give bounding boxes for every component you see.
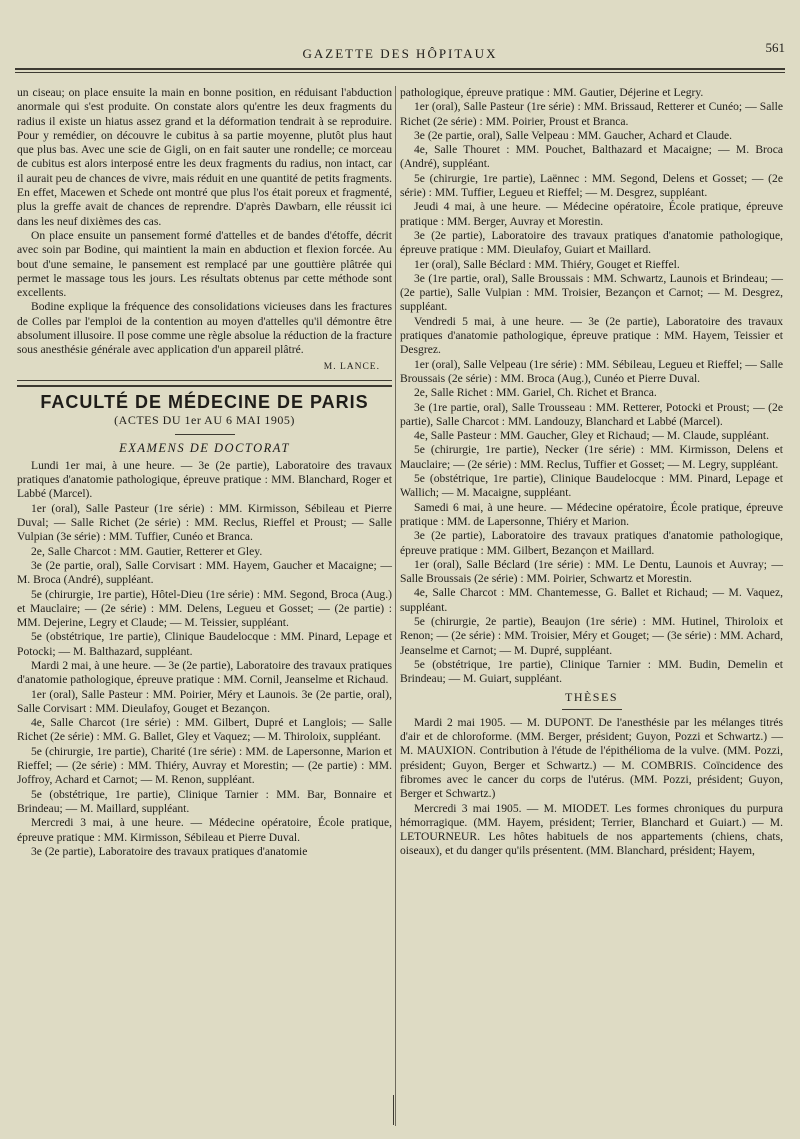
page-header <box>15 40 785 80</box>
exam-entry: 4e, Salle Pasteur : MM. Gaucher, Gley et Richaud; — M. Claude, suppléant. <box>414 429 770 443</box>
exam-entry: 5e (chirurgie, 1re partie), Hôtel-Dieu (1re série) : MM. Segond, Broca (Aug.) et Mauclaire; — (2e série) : MM. Delens, Legueu et Gosset; — (2e partie) : MM. Dejerine, Legry et Claude; — M. Teissier, suppléant. <box>17 587 392 630</box>
exam-entry: 4e, Salle Charcot (1re série) : MM. Gilbert, Dupré et Langlois; — Salle Richet (2e série) : MM. G. Ballet, Gley et Vaquez; — M. Thiroloix, suppléant. <box>17 716 392 744</box>
section-subheading: (ACTES DU 1er AU 6 MAI 1905) <box>114 413 295 428</box>
exam-entry: 1er (oral), Salle Pasteur (1re série) : MM. Brissaud, Retterer et Cunéo; — Salle Richet (2e série) : MM. Poirier, Proust et Branca. <box>400 100 783 128</box>
exam-entry: 3e (2e partie, oral), Salle Corvisart : MM. Hayem, Gaucher et Macaigne; — M. Broca (André), suppléant. <box>17 558 392 587</box>
exam-entry: Mardi 2 mai, à une heure. — 3e (2e partie), Laboratoire des travaux pratiques d'anatomie pathologique, épreuve pratique : MM. Cornil, Jeanselme et Richaud. <box>17 658 392 687</box>
exam-entry: 4e, Salle Thouret : MM. Pouchet, Balthazard et Macaigne; — M. Broca (André), suppléant. <box>400 143 783 171</box>
exam-entry: 3e (1re partie, oral), Salle Trousseau : MM. Retterer, Potocki et Proust; — (2e partie), Salle Charcot : MM. Landouzy, Blanchard et Labbé (Marcel). <box>400 400 783 428</box>
exam-entry: 3e (2e partie), Laboratoire des travaux pratiques d'anatomie pathologique, épreuve pratique : MM. Gilbert, Bezançon et Maillard. <box>400 529 783 557</box>
exam-entry: 5e (chirurgie, 1re partie), Necker (1re série) : MM. Kirmisson, Delens et Mauclaire; — (2e série) : MM. Reclus, Tuffier et Gosset; — M. Legry, suppléant. <box>400 443 783 471</box>
short-divider <box>562 709 622 710</box>
exam-entry: Mercredi 3 mai, à une heure. — Médecine opératoire, École pratique, épreuve pratique : MM. Kirmisson, Sébileau et Pierre Duval. <box>17 816 392 844</box>
exam-entry: Vendredi 5 mai, à une heure. — 3e (2e partie), Laboratoire des travaux pratiques d'anatomie pathologique, épreuve pratique : MM. Hayem, Teissier et Desgrez. <box>400 314 783 357</box>
article-paragraph: un ciseau; on place ensuite la main en bonne position, en réduisant l'abduction anormale qui s'est produite. On constate alors qu'entre les deux fragments du radius il existe un hiatus assez grand et la déformation tendrait à se reproduire. Pour y remédier, on découvre le cubitus à sa partie moyenne, plutôt plus haut que plus bas. Avec une scie de Gigli, on en fait sauter une rondelle; ce morceau de cubitus est alors interposé entre les deux fragments du radius, non intact, car il aurait peu de chances de vivre, mais réduit en une quantité de petits fragments. En effet, Macewen et Schede ont montré que plus l'os était poreux et fragmenté, plus la greffe avait de chances de reprendre. D'après Dawbarn, elle réussit ici dans les neuf dixièmes des cas. <box>17 86 392 228</box>
exam-entry: 1er (oral), Salle Pasteur : MM. Poirier, Méry et Launois. 3e (2e partie, oral), Salle Corvisart : MM. Dieulafoy, Gouget et Bezançon. <box>17 687 392 715</box>
header-rule-thin <box>15 72 785 73</box>
theses-heading: THÈSES <box>564 690 618 705</box>
margin-bracket <box>393 1095 400 1125</box>
thesis-entry: Mardi 2 mai 1905. — M. DUPONT. De l'anesthésie par les mélanges titrés d'air et de chloroforme. (MM. Berger, président; Guyon, Pozzi et Schwartz.) — M. MAUXION. Contribution à l'étude de l'épithélioma de la vulve. (MM. Pozzi, président; Guyon, Berger et Schwartz.) — M. COMBRIS. Coïncidence des fibromes avec le cancer du corps de l'utérus. (MM. Pozzi, président; Guyon, Berger et Schwartz.) <box>400 715 783 801</box>
exam-entry: Samedi 6 mai, à une heure. — Médecine opératoire, École pratique, épreuve pratique : MM. de Lapersonne, Thiéry et Marion. <box>400 500 783 528</box>
author-signature: M. LANCE. <box>323 361 380 372</box>
section-divider <box>17 380 392 381</box>
exam-entry: 3e (2e partie, oral), Salle Velpeau : MM. Gaucher, Achard et Claude. <box>414 128 733 142</box>
exam-entry: 3e (2e partie), Laboratoire des travaux pratiques d'anatomie pathologique, épreuve pratique : MM. Dieulafoy, Guiart et Maillard. <box>400 228 783 257</box>
exam-entry: 5e (chirurgie, 2e partie), Beaujon (1re série) : MM. Hutinel, Thiroloix et Renon; — (2e série) : MM. Troisier, Méry et Gouget; — (3e série) : MM. Achard, Jeanselme et Carnot; — M. Dupré, suppléant. <box>400 614 783 657</box>
left-column <box>17 86 392 859</box>
running-title: GAZETTE DES HÔPITAUX <box>302 46 498 61</box>
exam-entry: 5e (obstétrique, 1re partie), Clinique Tarnier : MM. Bar, Bonnaire et Brindeau; — M. Maillard, suppléant. <box>17 787 392 815</box>
exam-entry: pathologique, épreuve pratique : MM. Gautier, Déjerine et Legry. <box>400 86 704 99</box>
exam-entry: 5e (obstétrique, 1re partie), Clinique Tarnier : MM. Budin, Demelin et Brindeau; — M. Guiart, suppléant. <box>400 657 783 686</box>
exam-entry: 1er (oral), Salle Velpeau (1re série) : MM. Sébileau, Legueu et Rieffel; — Salle Broussais (2e série) : MM. Broca (Aug.), Cunéo et Pierre Duval. <box>400 357 783 385</box>
exam-entry: 5e (chirurgie, 1re partie), Laënnec : MM. Segond, Delens et Gosset; — (2e série) : MM. Tuffier, Legueu et Rieffel; — M. Desgrez, suppléant. <box>400 171 783 200</box>
exam-entry: 1er (oral), Salle Béclard (1re série) : MM. Le Dentu, Launois et Auvray; — Salle Broussais (2e série) : MM. Poirier, Schwartz et Morestin. <box>400 557 783 586</box>
exam-entry: Lundi 1er mai, à une heure. — 3e (2e partie), Laboratoire des travaux pratiques d'anatomie pathologique, épreuve pratique : MM. Blanchard, Roger et Labbé (Marcel). <box>17 458 392 501</box>
column-divider <box>395 86 396 1126</box>
page-number: 561 <box>765 40 785 55</box>
section-divider <box>17 385 392 387</box>
section-heading: FACULTÉ DE MÉDECINE DE PARIS <box>40 391 369 412</box>
exam-entry: 5e (obstétrique, 1re partie), Clinique Baudelocque : MM. Pinard, Lepage et Potocki; — M. Balthazard, suppléant. <box>17 630 392 658</box>
exam-entry: 1er (oral), Salle Pasteur (1re série) : MM. Kirmisson, Sébileau et Pierre Duval; — Salle Richet (2e série) : MM. Reclus, Rieffel et Proust; — Salle Vulpian (3e série) : MM. Tuffier, Cunéo et Branca. <box>17 501 392 544</box>
header-rule <box>15 68 785 70</box>
exam-entry: Jeudi 4 mai, à une heure. — Médecine opératoire, École pratique, épreuve pratique : MM. Berger, Auvray et Morestin. <box>400 200 783 228</box>
exam-entry: 5e (chirurgie, 1re partie), Charité (1re série) : MM. de Lapersonne, Marion et Rieffel; — (2e série) : MM. Thiéry, Auvray et Morestin; — (2e partie) : MM. Joffroy, Achard et Carnot; — M. Renon, suppléant. <box>17 744 392 787</box>
article-paragraph: On place ensuite un pansement formé d'attelles et de bandes d'étoffe, décrit avec soin par Bodine, qui maintient la main en abduction et flexion forcée. Au bout d'une semaine, le pansement est remplacé par une gouttière plâtrée qui permet le massage tous les jours. Les résultats obtenus par cette méthode sont excellents. <box>17 228 392 300</box>
exam-entry: 3e (1re partie, oral), Salle Broussais : MM. Schwartz, Launois et Brindeau; — (2e partie), Salle Vulpian : MM. Troisier, Bezançon et Carnot; — M. Desgrez, suppléant. <box>400 271 783 314</box>
exam-entry: 1er (oral), Salle Béclard : MM. Thiéry, Gouget et Rieffel. <box>414 257 680 271</box>
exam-entry: 3e (2e partie), Laboratoire des travaux pratiques d'anatomie <box>31 844 308 858</box>
exam-entry: 5e (obstétrique, 1re partie), Clinique Baudelocque : MM. Pinard, Lepage et Wallich; — M. Macaigne, suppléant. <box>400 472 783 500</box>
right-column <box>400 86 783 859</box>
thesis-entry: Mercredi 3 mai 1905. — M. MIODET. Les formes chroniques du purpura hémorragique. (MM. Hayem, président; Terrier, Blanchard et Guiart.) — M. LETOURNEUR. Les hôtes habituels de nos appartements (chiens, chats, oiseaux), et du danger qu'ils présentent. (MM. Blanchard, président; Hayem, <box>400 801 783 858</box>
exam-entry: 2e, Salle Richet : MM. Gariel, Ch. Richet et Branca. <box>414 386 657 400</box>
exam-entry: 4e, Salle Charcot : MM. Chantemesse, G. Ballet et Richaud; — M. Vaquez, suppléant. <box>400 586 783 614</box>
exams-heading: EXAMENS DE DOCTORAT <box>119 440 290 455</box>
short-divider <box>175 434 235 435</box>
exam-entry: 2e, Salle Charcot : MM. Gautier, Retterer et Gley. <box>31 544 263 558</box>
article-paragraph: Bodine explique la fréquence des consolidations vicieuses dans les fractures de Colles par l'emploi de la contention au moyen d'attelles qu'il démontre être absolument illusoire. Il pose comme une règle absolue la réduction de la fracture sous anesthésie générale avec application d'un appareil plâtré. <box>17 300 392 357</box>
